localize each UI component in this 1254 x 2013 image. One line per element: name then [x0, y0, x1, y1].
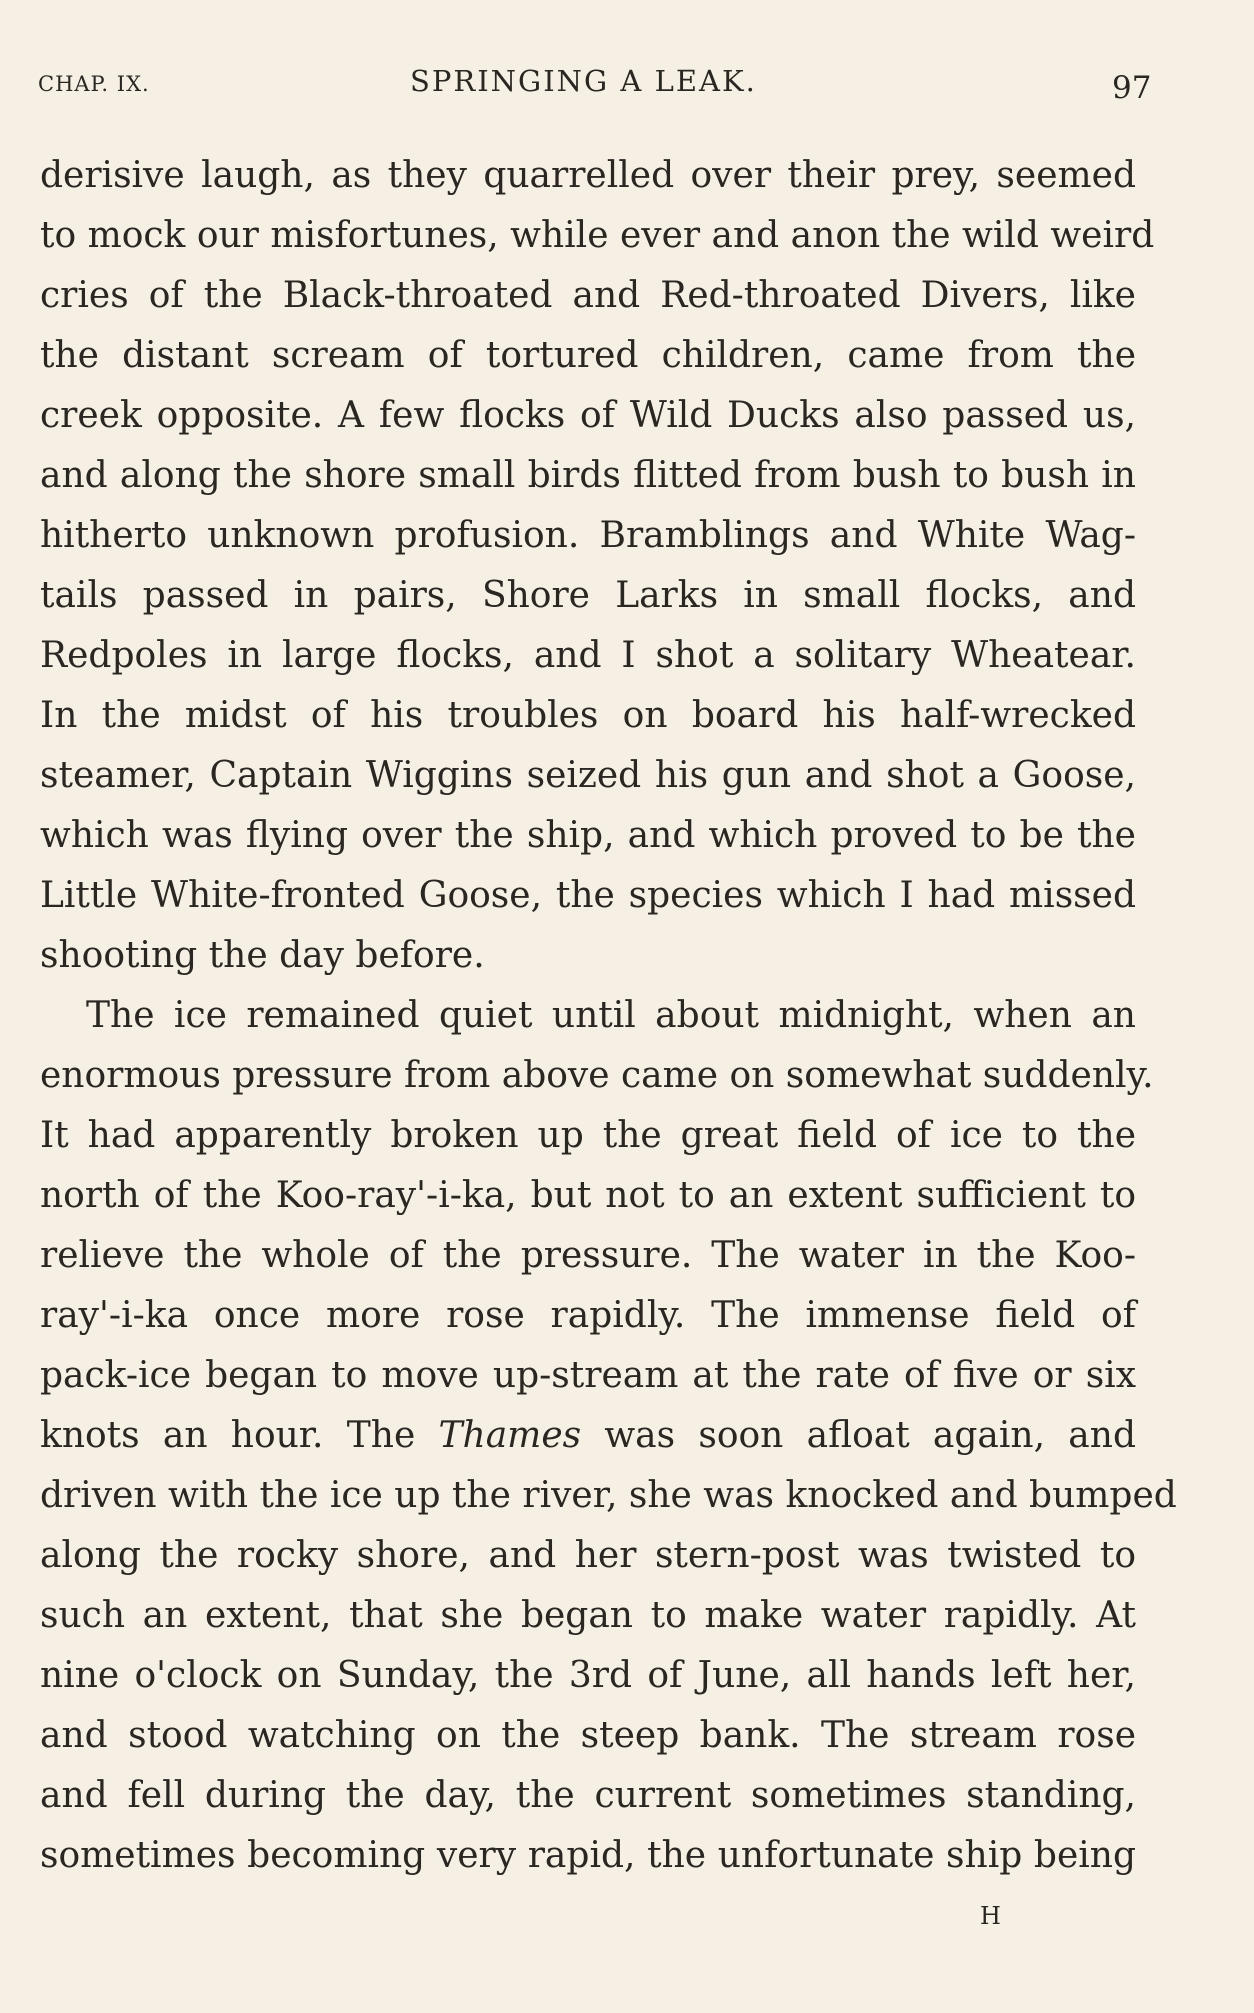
text-line: to mock our misfortunes, while ever and anon the wild weird	[40, 215, 1155, 256]
text-segment: was soon afloat again, and	[604, 1415, 1136, 1456]
text-line: sometimes becoming very rapid, the unfortunate ship being	[40, 1835, 1136, 1876]
text-line: driven with the ice up the river, she was knocked and bumped	[40, 1475, 1177, 1516]
text-line: Little White-fronted Goose, the species which I had missed	[40, 875, 1136, 916]
ship-name: Thames	[438, 1415, 582, 1456]
text-line: In the midst of his troubles on board his half-wrecked	[40, 695, 1136, 736]
body-text	[40, 146, 1177, 1886]
chapter-label: CHAP. IX.	[38, 72, 150, 96]
text-line: and fell during the day, the current sometimes standing,	[40, 1775, 1136, 1816]
text-line: which was flying over the ship, and which proved to be the	[40, 815, 1136, 856]
paragraph-end-line: shooting the day before.	[40, 935, 485, 976]
page-number: 97	[1112, 70, 1152, 106]
text-line: and along the shore small birds flitted from bush to bush in	[40, 455, 1136, 496]
text-line: tails passed in pairs, Shore Larks in small flocks, and	[40, 575, 1136, 616]
signature-mark: H	[980, 1902, 1001, 1930]
text-line: steamer, Captain Wiggins seized his gun and shot a Goose,	[40, 755, 1136, 796]
text-line: relieve the whole of the pressure. The water in the Koo-	[40, 1235, 1136, 1276]
text-line: It had apparently broken up the great field of ice to the	[40, 1115, 1136, 1156]
text-line: and stood watching on the steep bank. The stream rose	[40, 1715, 1136, 1756]
text-line: hitherto unknown profusion. Bramblings and White Wag-	[40, 515, 1136, 556]
text-line: the distant scream of tortured children, came from the	[40, 335, 1136, 376]
text-line-with-ship-name	[40, 1406, 1136, 1466]
text-line: along the rocky shore, and her stern-post was twisted to	[40, 1535, 1136, 1576]
text-segment: knots an hour. The	[40, 1415, 416, 1456]
text-line: Redpoles in large flocks, and I shot a solitary Wheatear.	[40, 635, 1136, 676]
text-line: pack-ice began to move up-stream at the rate of five or six	[40, 1355, 1136, 1396]
text-line: cries of the Black-throated and Red-throated Divers, like	[40, 275, 1136, 316]
text-line: creek opposite. A few flocks of Wild Ducks also passed us,	[40, 395, 1136, 436]
text-line: ray'-i-ka once more rose rapidly. The immense field of	[40, 1295, 1136, 1336]
text-line: derisive laugh, as they quarrelled over their prey, seemed	[40, 155, 1136, 196]
text-line: north of the Koo-ray'-i-ka, but not to an extent sufficient to	[40, 1175, 1136, 1216]
chapter-title: SPRINGING A LEAK.	[410, 64, 757, 98]
text-line: such an extent, that she began to make water rapidly. At	[40, 1595, 1136, 1636]
running-head	[38, 64, 1152, 108]
text-line: nine o'clock on Sunday, the 3rd of June, all hands left her,	[40, 1655, 1136, 1696]
paragraph-start-line: The ice remained quiet until about midnight, when an	[86, 995, 1136, 1036]
text-line: enormous pressure from above came on somewhat suddenly.	[40, 1055, 1154, 1096]
